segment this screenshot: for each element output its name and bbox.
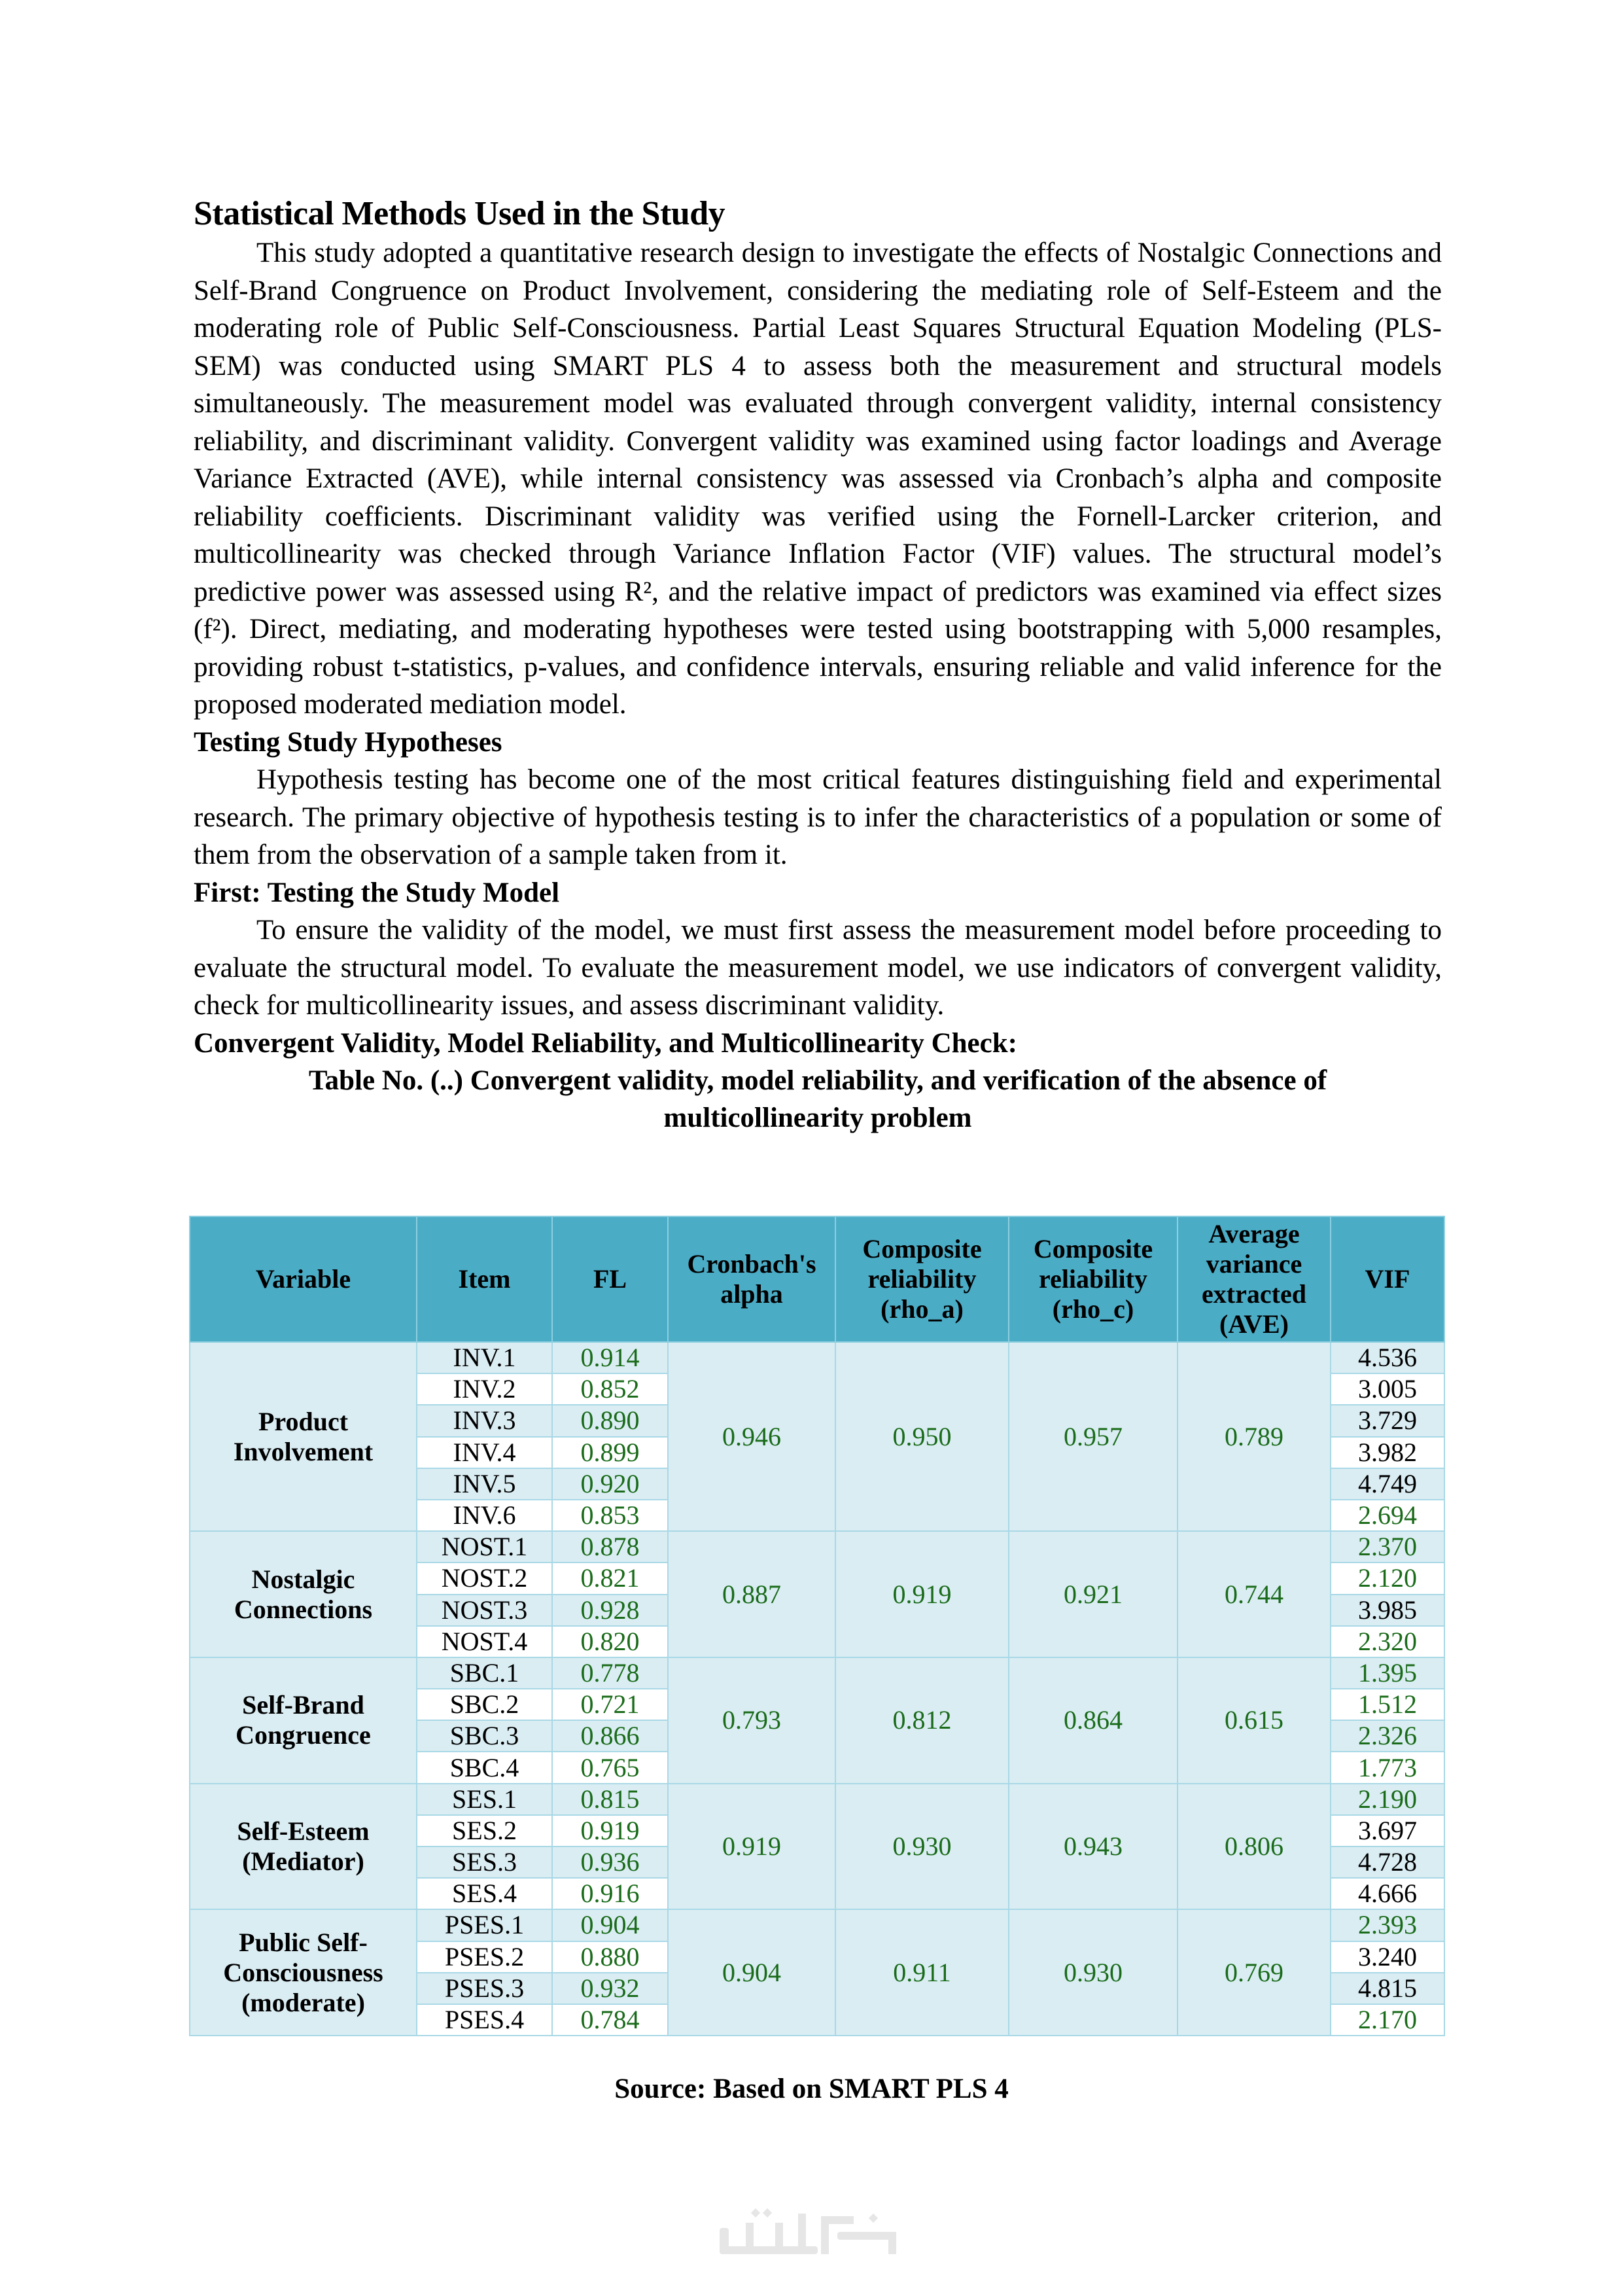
- factor-loading-cell: 0.928: [552, 1595, 668, 1626]
- item-code-cell: INV.6: [417, 1500, 552, 1531]
- factor-loading-cell: 0.890: [552, 1405, 668, 1436]
- vif-cell: 4.728: [1331, 1846, 1444, 1878]
- variable-name-line: (moderate): [241, 1987, 365, 2017]
- table-row: [190, 1342, 1444, 1373]
- table-row: [190, 1657, 1444, 1689]
- vif-cell: 3.985: [1331, 1595, 1444, 1626]
- factor-loading-cell: 0.815: [552, 1784, 668, 1815]
- factor-loading-cell: 0.914: [552, 1342, 668, 1373]
- item-code-cell: PSES.3: [417, 1973, 552, 2004]
- convergent-validity-table: [189, 1216, 1445, 2036]
- vif-cell: 1.395: [1331, 1657, 1444, 1689]
- factor-loading-cell: 0.920: [552, 1468, 668, 1500]
- variable-name-line: Connections: [234, 1594, 373, 1624]
- factor-loading-cell: 0.784: [552, 2004, 668, 2036]
- variable-name-line: (Mediator): [242, 1846, 364, 1876]
- vif-cell: 2.170: [1331, 2004, 1444, 2036]
- rho-a-cell: 0.911: [835, 1909, 1009, 2036]
- vif-cell: 2.320: [1331, 1626, 1444, 1657]
- vif-cell: 2.190: [1331, 1784, 1444, 1815]
- section-title: Statistical Methods Used in the Study: [194, 195, 725, 232]
- variable-name-cell: [190, 1657, 417, 1784]
- rho-a-cell: 0.812: [835, 1657, 1009, 1784]
- table-source-note: Source: Based on SMART PLS 4: [614, 2074, 1009, 2104]
- header-rho-a: Composite reliability (rho_a): [835, 1216, 1009, 1342]
- vif-cell: 4.815: [1331, 1973, 1444, 2004]
- item-code-cell: SBC.2: [417, 1689, 552, 1720]
- vif-cell: 2.370: [1331, 1531, 1444, 1563]
- factor-loading-cell: 0.778: [552, 1657, 668, 1689]
- variable-name-line: Public Self-: [239, 1927, 368, 1957]
- item-code-cell: PSES.2: [417, 1941, 552, 1973]
- vif-cell: 1.512: [1331, 1689, 1444, 1720]
- variable-name-cell: [190, 1909, 417, 2036]
- item-code-cell: NOST.1: [417, 1531, 552, 1563]
- vif-cell: 3.729: [1331, 1405, 1444, 1436]
- model-heading: First: Testing the Study Model: [194, 877, 560, 908]
- document-page: [194, 194, 1442, 1137]
- variable-name-line: Product: [258, 1406, 349, 1436]
- vif-cell: 3.240: [1331, 1941, 1444, 1973]
- factor-loading-cell: 0.899: [552, 1437, 668, 1468]
- item-code-cell: INV.1: [417, 1342, 552, 1373]
- cronbach-alpha-cell: 0.904: [668, 1909, 835, 2036]
- item-code-cell: SES.4: [417, 1878, 552, 1909]
- table-caption: [194, 1062, 1442, 1137]
- item-code-cell: INV.2: [417, 1373, 552, 1405]
- factor-loading-cell: 0.878: [552, 1531, 668, 1563]
- header-variable: Variable: [190, 1216, 417, 1342]
- hypotheses-heading: Testing Study Hypotheses: [194, 726, 502, 758]
- factor-loading-cell: 0.866: [552, 1720, 668, 1752]
- rho-a-cell: 0.930: [835, 1784, 1009, 1910]
- header-ave: Average variance extracted (AVE): [1178, 1216, 1331, 1342]
- factor-loading-cell: 0.765: [552, 1752, 668, 1783]
- vif-cell: 2.393: [1331, 1909, 1444, 1941]
- cronbach-alpha-cell: 0.919: [668, 1784, 835, 1910]
- item-code-cell: SES.3: [417, 1846, 552, 1878]
- variable-name-cell: [190, 1531, 417, 1657]
- khamsat-watermark-icon: [713, 2208, 909, 2261]
- model-paragraph: To ensure the validity of the model, we must first assess the measurement model before proceeding to evaluate the structural model. To evaluate the measurement model, we use indicators of convergent validity, check for multicollinearity issues, and assess discriminant validity.: [194, 915, 1442, 1021]
- header-vif: VIF: [1331, 1216, 1444, 1342]
- rho-c-cell: 0.864: [1009, 1657, 1178, 1784]
- vif-cell: 3.982: [1331, 1437, 1444, 1468]
- vif-cell: 4.749: [1331, 1468, 1444, 1500]
- table-caption-line2: multicollinearity problem: [663, 1103, 972, 1133]
- variable-name-line: Congruence: [236, 1720, 371, 1750]
- variable-name-line: Involvement: [233, 1436, 374, 1466]
- item-code-cell: NOST.4: [417, 1626, 552, 1657]
- rho-a-cell: 0.950: [835, 1342, 1009, 1531]
- factor-loading-cell: 0.936: [552, 1846, 668, 1878]
- methods-paragraph: This study adopted a quantitative research design to investigate the effects of Nostalgic Connections and Self-Brand Congruence on Product Involvement, considering the mediating role of Self-Esteem and the moderating role of Public Self-Consciousness. Partial Least Squares Structural Equation Modeling (PLS-SEM) was conducted using SMART PLS 4 to assess both the measurement and structural models simultaneously. The measurement model was evaluated through convergent validity, internal consistency reliability, and discriminant validity. Convergent validity was examined using factor loadings and Average Variance Extracted (AVE), while internal consistency was assessed via Cronbach’s alpha and composite reliability coefficients. Discriminant validity was verified using the Fornell-Larcker criterion, and multicollinearity was checked through Variance Inflation Factor (VIF) values. The structural model’s predictive power was assessed using R², and the relative impact of predictors was examined via effect sizes (f²). Direct, mediating, and moderating hypotheses were tested using bootstrapping with 5,000 resamples, providing robust t-statistics, p-values, and confidence intervals, ensuring reliable and valid inference for the proposed moderated mediation model.: [194, 238, 1442, 720]
- header-item: Item: [417, 1216, 552, 1342]
- header-cronbach-alpha: Cronbach's alpha: [668, 1216, 835, 1342]
- item-code-cell: NOST.2: [417, 1563, 552, 1594]
- rho-a-cell: 0.919: [835, 1531, 1009, 1657]
- item-code-cell: SBC.3: [417, 1720, 552, 1752]
- item-code-cell: INV.5: [417, 1468, 552, 1500]
- factor-loading-cell: 0.721: [552, 1689, 668, 1720]
- item-code-cell: SBC.1: [417, 1657, 552, 1689]
- factor-loading-cell: 0.880: [552, 1941, 668, 1973]
- variable-name-line: Self-Brand: [242, 1690, 364, 1720]
- table-header-row: [190, 1216, 1444, 1342]
- vif-cell: 4.666: [1331, 1878, 1444, 1909]
- ave-cell: 0.744: [1178, 1531, 1331, 1657]
- factor-loading-cell: 0.932: [552, 1973, 668, 2004]
- item-code-cell: INV.3: [417, 1405, 552, 1436]
- factor-loading-cell: 0.916: [552, 1878, 668, 1909]
- vif-cell: 2.694: [1331, 1500, 1444, 1531]
- factor-loading-cell: 0.853: [552, 1500, 668, 1531]
- factor-loading-cell: 0.904: [552, 1909, 668, 1941]
- item-code-cell: INV.4: [417, 1437, 552, 1468]
- cronbach-alpha-cell: 0.946: [668, 1342, 835, 1531]
- item-code-cell: PSES.1: [417, 1909, 552, 1941]
- vif-cell: 3.005: [1331, 1373, 1444, 1405]
- ave-cell: 0.806: [1178, 1784, 1331, 1910]
- variable-name-cell: [190, 1784, 417, 1910]
- hypotheses-paragraph: Hypothesis testing has become one of the most critical features distinguishing field and experimental research. The primary objective of hypothesis testing is to infer the characteristics of a population or some of them from the observation of a sample taken from it.: [194, 764, 1442, 870]
- factor-loading-cell: 0.852: [552, 1373, 668, 1405]
- table-row: [190, 1784, 1444, 1815]
- ave-cell: 0.789: [1178, 1342, 1331, 1531]
- rho-c-cell: 0.930: [1009, 1909, 1178, 2036]
- factor-loading-cell: 0.820: [552, 1626, 668, 1657]
- cronbach-alpha-cell: 0.793: [668, 1657, 835, 1784]
- vif-cell: 3.697: [1331, 1815, 1444, 1846]
- item-code-cell: PSES.4: [417, 2004, 552, 2036]
- item-code-cell: SES.2: [417, 1815, 552, 1846]
- variable-name-line: Consciousness: [223, 1957, 383, 1987]
- vif-cell: 2.326: [1331, 1720, 1444, 1752]
- rho-c-cell: 0.943: [1009, 1784, 1178, 1910]
- variable-name-cell: [190, 1342, 417, 1531]
- rho-c-cell: 0.921: [1009, 1531, 1178, 1657]
- ave-cell: 0.615: [1178, 1657, 1331, 1784]
- table-row: [190, 1909, 1444, 1941]
- table-caption-line1: Table No. (..) Convergent validity, model reliability, and verification of the absence of: [308, 1065, 1327, 1096]
- factor-loading-cell: 0.821: [552, 1563, 668, 1594]
- cronbach-alpha-cell: 0.887: [668, 1531, 835, 1657]
- ave-cell: 0.769: [1178, 1909, 1331, 2036]
- header-fl: FL: [552, 1216, 668, 1342]
- vif-cell: 4.536: [1331, 1342, 1444, 1373]
- vif-cell: 2.120: [1331, 1563, 1444, 1594]
- convergent-heading: Convergent Validity, Model Reliability, and Multicollinearity Check:: [194, 1027, 1017, 1059]
- variable-name-line: Self-Esteem: [237, 1816, 370, 1846]
- rho-c-cell: 0.957: [1009, 1342, 1178, 1531]
- vif-cell: 1.773: [1331, 1752, 1444, 1783]
- table-row: [190, 1531, 1444, 1563]
- item-code-cell: NOST.3: [417, 1595, 552, 1626]
- header-rho-c: Composite reliability (rho_c): [1009, 1216, 1178, 1342]
- variable-name-line: Nostalgic: [251, 1564, 355, 1594]
- item-code-cell: SBC.4: [417, 1752, 552, 1783]
- factor-loading-cell: 0.919: [552, 1815, 668, 1846]
- item-code-cell: SES.1: [417, 1784, 552, 1815]
